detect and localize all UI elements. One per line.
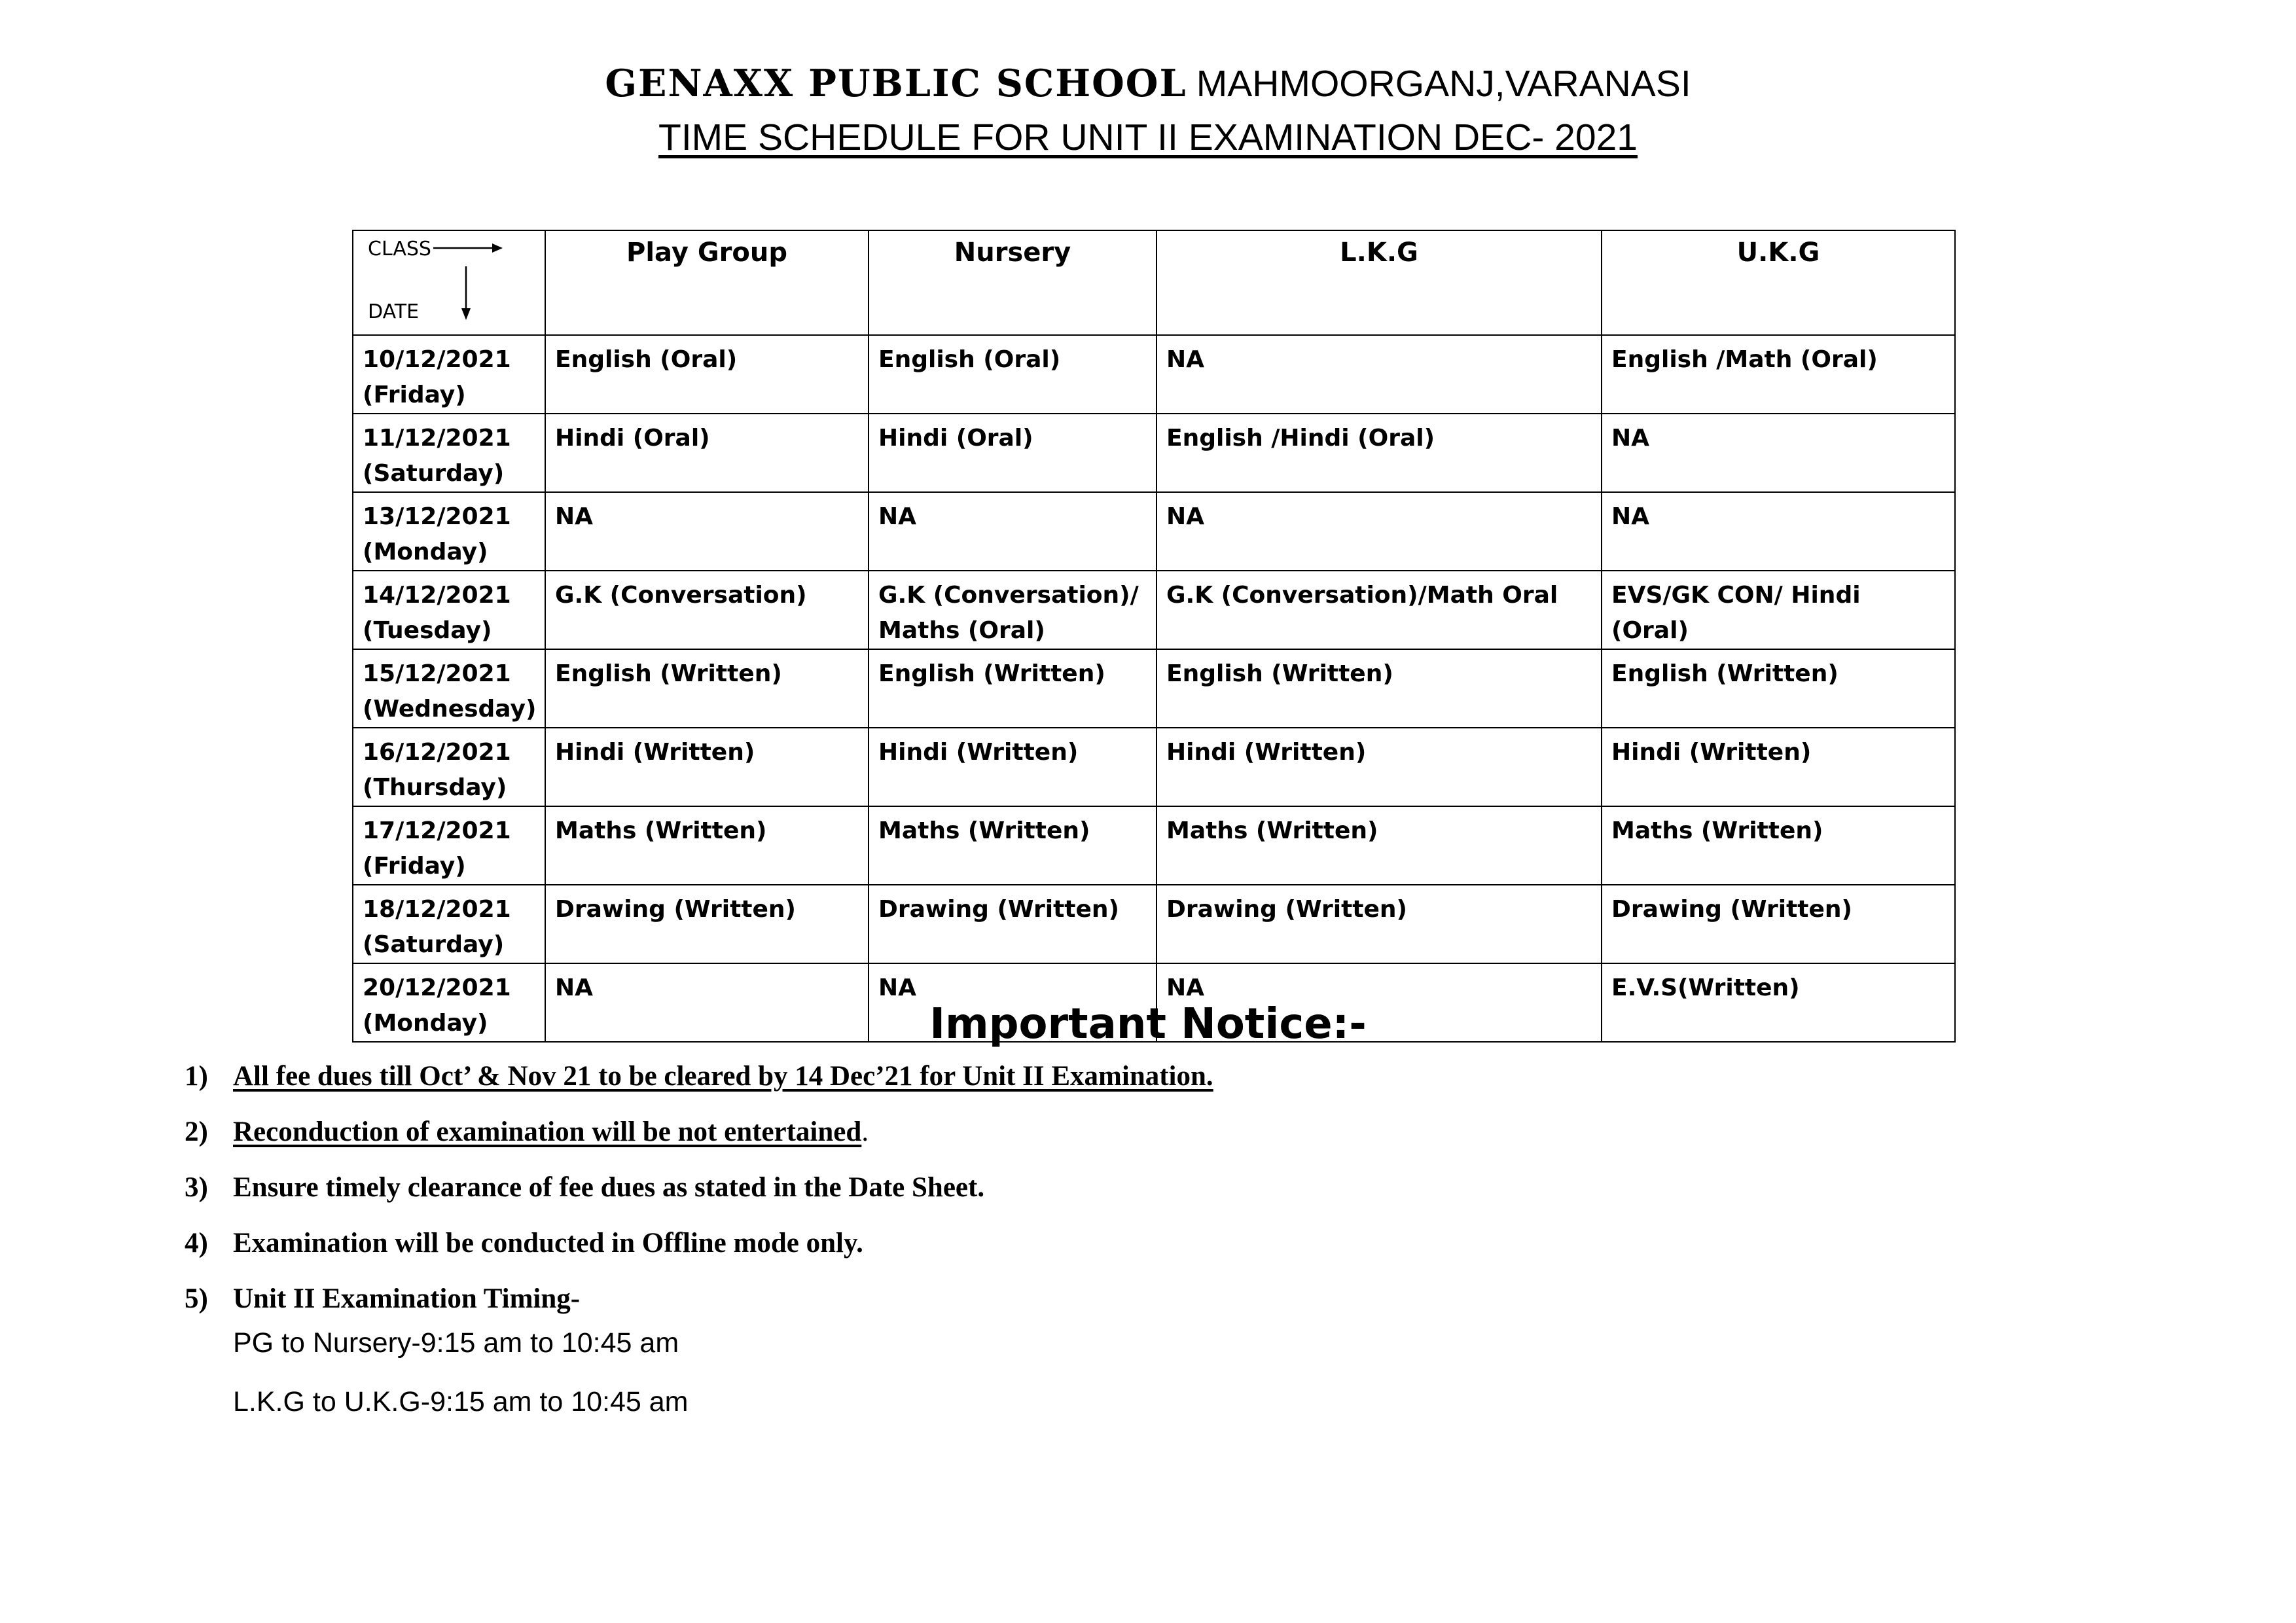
table-row [353,492,1955,571]
notice-suffix: . [861,1116,869,1147]
date-cell [353,492,545,571]
notice-title: Important Notice:- [929,1000,1367,1048]
subject-cell: Hindi (Oral) [869,414,1157,492]
table-row [353,571,1955,649]
notice-item [185,1224,1213,1279]
subject-cell: English (Written) [545,649,869,728]
subject-cell: Maths (Written) [545,806,869,885]
notice-number: 1) [185,1061,208,1092]
date-cell [353,414,545,492]
subject-cell: Hindi (Written) [869,728,1157,806]
notice-number: 2) [185,1116,208,1147]
schedule-title: TIME SCHEDULE FOR UNIT II EXAMINATION DEC- 2021 [658,116,1638,158]
date-cell [353,335,545,414]
date-cell [353,649,545,728]
exam-date: 13/12/2021 [363,503,511,530]
corner-cell [353,230,545,335]
subject-cell: NA [1157,335,1602,414]
exam-day: (Monday) [363,1010,488,1037]
notice-list [185,1057,1213,1335]
subject-cell: Maths (Written) [869,806,1157,885]
subject-cell: English /Math (Oral) [1602,335,1955,414]
table-row [353,649,1955,728]
date-cell [353,728,545,806]
timing-lkg-ukg: L.K.G to U.K.G-9:15 am to 10:45 am [233,1386,689,1418]
subject-cell: NA [1157,492,1602,571]
subject-cell: Drawing (Written) [545,885,869,963]
exam-date: 20/12/2021 [363,974,511,1001]
notice-text: Reconduction of examination will be not entertained [233,1116,862,1147]
subject-cell: NA [1602,492,1955,571]
notice-number: 4) [185,1228,208,1258]
notice-item [185,1057,1213,1113]
subject-cell: English (Oral) [545,335,869,414]
schedule-body [353,335,1955,1042]
column-header-play-group: Play Group [545,230,869,335]
table-row [353,885,1955,963]
column-header-nursery: Nursery [869,230,1157,335]
subject-cell: English (Written) [1157,649,1602,728]
column-header-ukg: U.K.G [1602,230,1955,335]
notice-text: Unit II Examination Timing- [233,1283,581,1314]
school-name: GENAXX PUBLIC SCHOOL [605,62,1187,105]
subject-cell: G.K (Conversation) [545,571,869,649]
subject-cell: G.K (Conversation)/ Maths (Oral) [869,571,1157,649]
exam-day: (Thursday) [363,774,507,801]
column-header-lkg: L.K.G [1157,230,1602,335]
notice-number: 5) [185,1283,208,1314]
subject-cell: English (Written) [869,649,1157,728]
exam-date: 16/12/2021 [363,739,511,766]
subject-cell: NA [1157,963,1602,1042]
exam-day: (Saturday) [363,460,505,487]
exam-date: 11/12/2021 [363,425,511,452]
exam-date: 17/12/2021 [363,817,511,844]
notice-item [185,1168,1213,1224]
subject-cell: Drawing (Written) [869,885,1157,963]
subject-cell: Drawing (Written) [1602,885,1955,963]
subject-cell: Hindi (Written) [545,728,869,806]
corner-date-label: DATE [368,300,420,323]
table-row [353,728,1955,806]
subject-cell: Maths (Written) [1157,806,1602,885]
subject-cell: Drawing (Written) [1157,885,1602,963]
notice-text: Ensure timely clearance of fee dues as stated in the Date Sheet. [233,1172,985,1203]
table-header-row [353,230,1955,335]
notice-text: All fee dues till Oct’ & Nov 21 to be cleared by 14 Dec’21 for Unit II Examination. [233,1061,1213,1092]
notice-number: 3) [185,1172,208,1203]
table-row [353,335,1955,414]
subject-cell: G.K (Conversation)/Math Oral [1157,571,1602,649]
exam-day: (Wednesday) [363,696,537,722]
exam-date: 10/12/2021 [363,346,511,373]
subject-cell: NA [1602,414,1955,492]
subject-cell: NA [545,492,869,571]
date-cell [353,571,545,649]
timing-pg-nursery: PG to Nursery-9:15 am to 10:45 am [233,1327,679,1359]
notice-item [185,1113,1213,1168]
subject-cell: Hindi (Oral) [545,414,869,492]
corner-class-label: CLASS [368,238,431,260]
subject-cell: NA [869,492,1157,571]
exam-day: (Tuesday) [363,617,492,644]
school-heading [0,58,2296,111]
subject-cell: English (Oral) [869,335,1157,414]
exam-day: (Saturday) [363,931,505,958]
subject-cell: English (Written) [1602,649,1955,728]
table-row [353,806,1955,885]
date-cell [353,806,545,885]
school-location: MAHMOORGANJ,VARANASI [1196,63,1691,105]
exam-day: (Friday) [363,853,466,880]
exam-day: (Friday) [363,382,466,408]
subject-cell: E.V.S(Written) [1602,963,1955,1042]
table-row [353,414,1955,492]
notice-text: Examination will be conducted in Offline mode only. [233,1228,863,1258]
exam-day: (Monday) [363,539,488,565]
exam-date: 14/12/2021 [363,582,511,609]
exam-date: 15/12/2021 [363,660,511,687]
subject-cell: English /Hindi (Oral) [1157,414,1602,492]
subject-cell: NA [869,963,1157,1042]
subject-cell: EVS/GK CON/ Hindi (Oral) [1602,571,1955,649]
exam-date: 18/12/2021 [363,896,511,923]
subject-cell: NA [545,963,869,1042]
subject-cell: Hindi (Written) [1602,728,1955,806]
exam-schedule-table [352,230,1956,1043]
date-cell [353,885,545,963]
subject-cell: Hindi (Written) [1157,728,1602,806]
subject-cell: Maths (Written) [1602,806,1955,885]
